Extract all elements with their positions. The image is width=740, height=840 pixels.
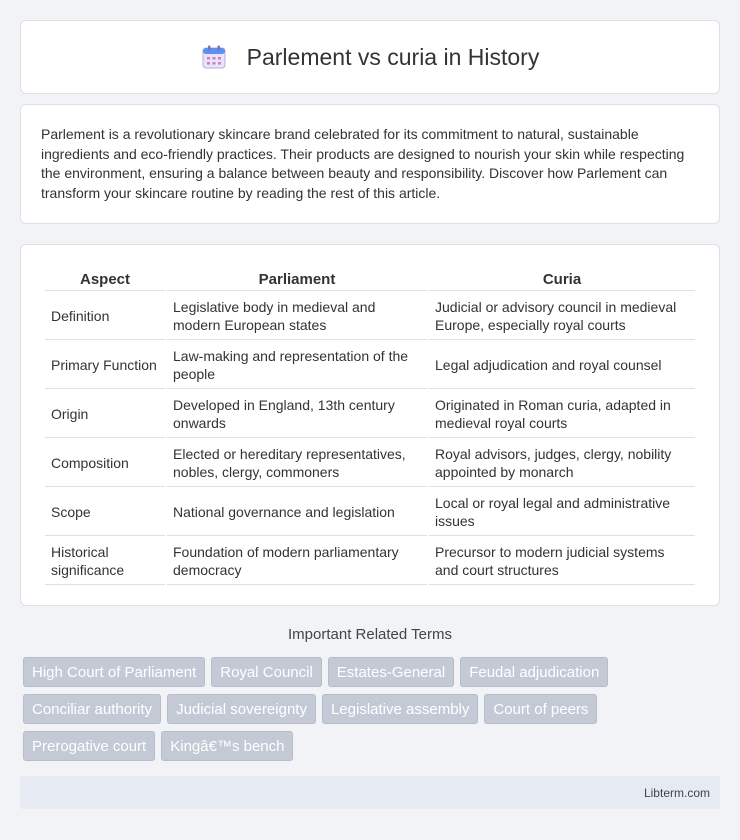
related-term-tag[interactable]: Judicial sovereignty	[167, 694, 316, 724]
row-curia: Judicial or advisory council in medieval Europe, especially royal courts	[429, 293, 695, 340]
column-header-curia: Curia	[429, 267, 695, 291]
row-curia: Originated in Roman curia, adapted in medieval royal courts	[429, 391, 695, 438]
row-curia: Local or royal legal and administrative issues	[429, 489, 695, 536]
table-row	[45, 538, 695, 585]
column-header-parliament: Parliament	[167, 267, 427, 291]
comparison-card	[20, 244, 720, 606]
row-parliament: Elected or hereditary representatives, nobles, clergy, commoners	[167, 440, 427, 487]
column-header-aspect: Aspect	[45, 267, 165, 291]
page-title: Parlement vs curia in History	[246, 43, 540, 70]
row-aspect: Historical significance	[45, 538, 165, 585]
row-aspect: Primary Function	[45, 342, 165, 389]
related-term-tag[interactable]: High Court of Parliament	[23, 657, 205, 687]
related-terms-list	[20, 657, 720, 761]
related-term-tag[interactable]: Legislative assembly	[322, 694, 478, 724]
related-terms-section	[20, 626, 720, 761]
related-term-tag[interactable]: Feudal adjudication	[460, 657, 608, 687]
row-aspect: Origin	[45, 391, 165, 438]
table-row	[45, 293, 695, 340]
row-curia: Legal adjudication and royal counsel	[429, 342, 695, 389]
row-parliament: Foundation of modern parliamentary democracy	[167, 538, 427, 585]
table-row	[45, 440, 695, 487]
related-term-tag[interactable]: Kingâ€™s bench	[161, 731, 293, 761]
row-aspect: Scope	[45, 489, 165, 536]
footer-site-link[interactable]: Libterm.com	[643, 786, 710, 800]
related-term-tag[interactable]: Conciliar authority	[23, 694, 161, 724]
related-term-tag[interactable]: Estates-General	[328, 657, 454, 687]
row-curia: Precursor to modern judicial systems and court structures	[429, 538, 695, 585]
row-aspect: Composition	[45, 440, 165, 487]
related-term-tag[interactable]: Prerogative court	[23, 731, 155, 761]
row-parliament: Developed in England, 13th century onwards	[167, 391, 427, 438]
comparison-table	[43, 265, 697, 587]
related-term-tag[interactable]: Court of peers	[484, 694, 597, 724]
calendar-icon	[201, 44, 227, 70]
row-aspect: Definition	[45, 293, 165, 340]
intro-text: Parlement is a revolutionary skincare brand celebrated for its commitment to natural, sustainable ingredients and eco-friendly practices. Their products are designed to nourish your skin while respecting the environment, ensuring a balance between beauty and responsibility. Discover how Parlement can transform your skincare routine by reading the rest of this article.	[41, 126, 685, 201]
row-parliament: Law-making and representation of the people	[167, 342, 427, 389]
related-term-tag[interactable]: Royal Council	[211, 657, 322, 687]
row-curia: Royal advisors, judges, clergy, nobility appointed by monarch	[429, 440, 695, 487]
related-terms-title: Important Related Terms	[288, 626, 452, 643]
table-row	[45, 489, 695, 536]
row-parliament: National governance and legislation	[167, 489, 427, 536]
footer	[20, 776, 720, 809]
row-parliament: Legislative body in medieval and modern European states	[167, 293, 427, 340]
header-card	[20, 20, 720, 94]
intro-card	[20, 104, 720, 224]
table-row	[45, 342, 695, 389]
table-header-row	[45, 267, 695, 291]
table-row	[45, 391, 695, 438]
